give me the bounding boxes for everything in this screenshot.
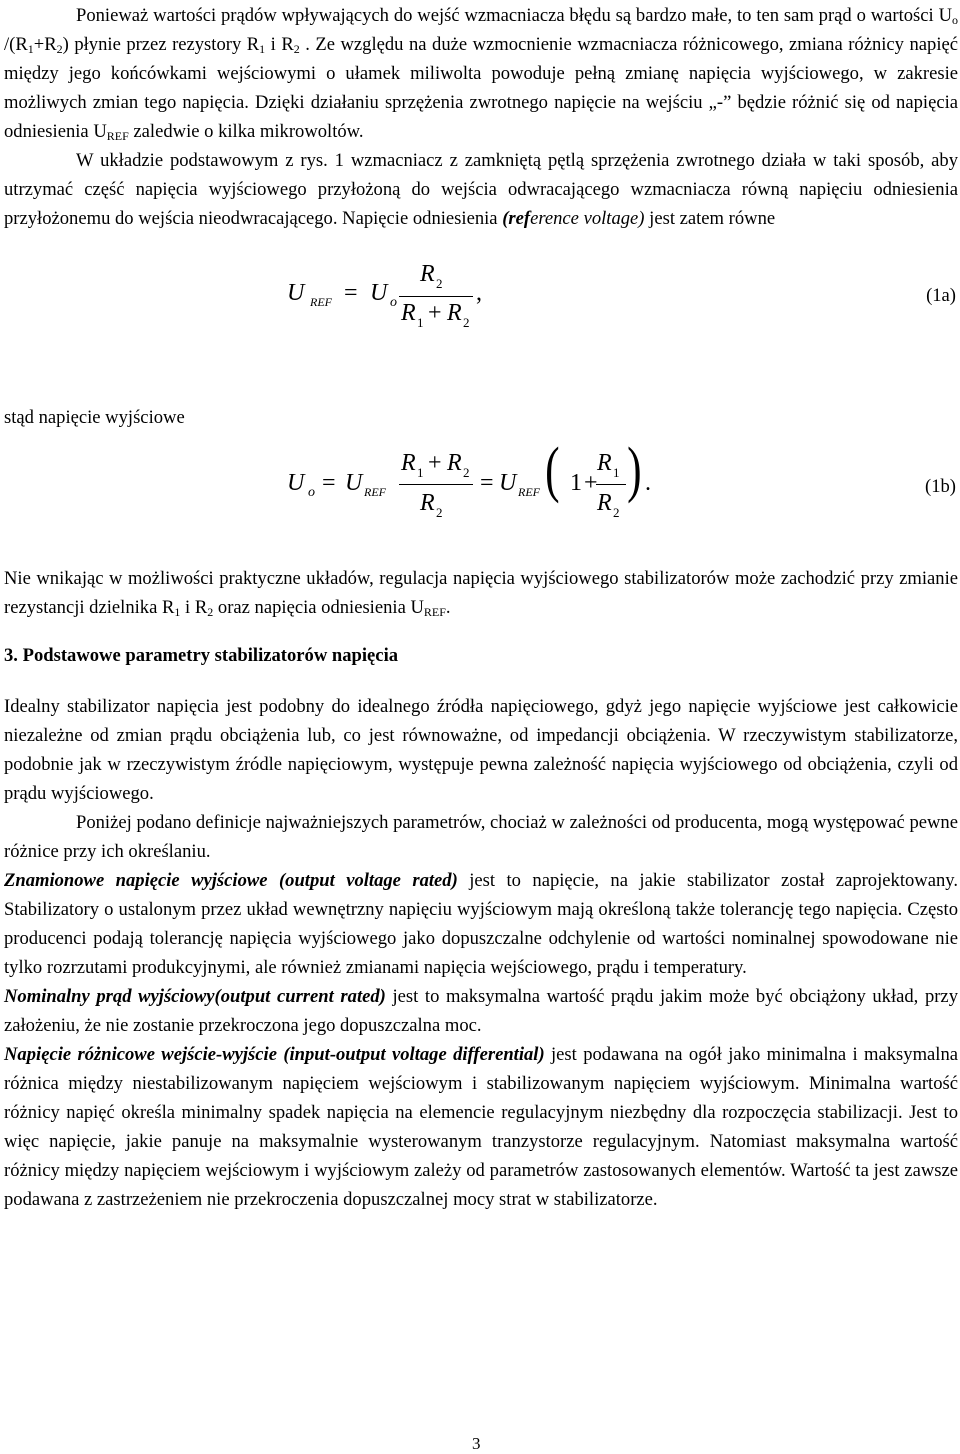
paragraph-definitions-intro: Poniżej podano definicje najważniejszych parametrów, chociaż w zależności od producenta, mogą występować pewne różnice przy ich określaniu. xyxy=(4,812,958,862)
eq-subscript: 1 xyxy=(417,315,424,330)
paragraph-hence: stąd napięcie wyjściowe xyxy=(4,407,185,428)
eq-operator: = xyxy=(344,280,358,306)
eq-symbol: R xyxy=(420,490,435,516)
eq-subscript: 2 xyxy=(436,276,443,291)
text-run: jest podawana na ogół jako minimalna i maksymalna różnica między niestabilizowanym napięciem wejściowym i stabilizowanym napięciem wyjściowym. Minimalna wartość różnicy napięć określa minimalny spadek napięcia na elemencie regulacyjnym niezbędny dla rozpoczęcia stabilizacji. Jest to więc napięcie, jakie panuje na maksymalnie wysterowanym tranzystorze regulacyjnym. Natomiast maksymalna wartość różnicy między napięciem wejściowym i wyjściowym zależy od parametrów zastosowanych elementów. Wartość ta jest zawsze podawana z zastrzeżeniem nie przekroczenia dopuszczalnej mocy strat w stabilizatorze. xyxy=(4,1044,959,1210)
text-run: ) płynie przez rezystory R xyxy=(62,34,260,55)
eq-operator: + xyxy=(584,470,598,496)
subscript: 2 xyxy=(207,605,214,619)
eq-operator: + xyxy=(428,450,442,476)
equation-label: (1b) xyxy=(925,476,956,497)
eq-subscript: o xyxy=(390,295,397,310)
eq-subscript: REF xyxy=(364,485,386,499)
text-run: . Ze względu na duże wzmocnienie wzmacniacza różnicowego, zmiana różnicy napięć między jego końcówkami wejściowymi o ułamek miliwolta powoduje pełną zmianę napięcia wyjściowego, w zakresie możliwych zmian tego napięcia. Dzięki działaniu sprzężenia zwrotnego napięcie na wejściu „-” będzie różnić się od napięcia odniesienia U xyxy=(4,34,958,142)
paragraph-voltage-differential xyxy=(4,1040,958,1214)
eq-paren: ( xyxy=(545,436,560,504)
eq-symbol: U xyxy=(287,280,305,306)
subscript: 1 xyxy=(27,42,34,56)
eq-subscript: 1 xyxy=(417,465,424,480)
subscript: REF xyxy=(106,129,129,143)
eq-operator: = xyxy=(480,470,494,496)
text-run: W układzie podstawowym z rys. 1 wzmacniacz z zamkniętą pętlą sprzężenia zwrotnego działa w taki sposób, aby utrzymać część napięcia wyjściowego przyłożoną do wejścia odwracającego wzmacniacza równą napięciu odniesienia przyłożonemu do wejścia nieodwracającego. Napięcie odniesienia xyxy=(4,150,958,229)
text-run: jest to maksymalna wartość prądu jakim może być obciążony układ, przy założeniu, że nie zostanie przekroczona jego dopuszczalna moc. xyxy=(4,986,958,1036)
fraction-bar xyxy=(399,296,473,297)
text-run: jest to napięcie, na jakie stabilizator został zaprojektowany. Stabilizatory o ustalonym przez układ wewnętrzny napięciu wyjściowym mają określoną także tolerancję tego napięcia. Często producenci podają tolerancję napięcia wyjściowego jako dopuszczalne odchylenie od wartości nominalnej spowodowane nie tylko rozrzutami produkcyjnymi, ale również zmianami napięcia wejściowego, prądu i temperatury. xyxy=(4,870,958,978)
term-rated-output-voltage: Znamionowe napięcie wyjściowe (output voltage rated) xyxy=(4,870,458,891)
eq-subscript: REF xyxy=(310,295,332,309)
eq-punctuation: . xyxy=(645,470,651,496)
eq-subscript: REF xyxy=(518,485,540,499)
page-number: 3 xyxy=(472,1434,481,1453)
eq-operator: + xyxy=(428,300,442,326)
eq-symbol: R xyxy=(447,450,462,476)
eq-symbol: R xyxy=(597,490,612,516)
text-run: Ponieważ wartości prądów wpływających do wejść wzmacniacza błędu są bardzo małe, to ten sam prąd o wartości U xyxy=(76,5,952,26)
text-run: Nie wnikając w możliwości praktyczne układów, regulacja napięcia wyjściowego stabilizatorów może zachodzić przy zmianie rezystancji dzielnika R xyxy=(4,568,958,618)
text-run: jest zatem równe xyxy=(644,208,776,229)
eq-subscript: 2 xyxy=(463,315,470,330)
fraction-bar xyxy=(399,484,473,485)
eq-subscript: 2 xyxy=(613,505,620,520)
paragraph-basic-circuit xyxy=(4,146,958,233)
eq-symbol: R xyxy=(401,450,416,476)
eq-subscript: 2 xyxy=(463,465,470,480)
eq-subscript: 2 xyxy=(436,505,443,520)
subscript: 2 xyxy=(56,42,63,56)
eq-number: 1 xyxy=(570,470,582,496)
paragraph-rated-output-current xyxy=(4,982,958,1040)
paragraph-rated-output-voltage xyxy=(4,866,958,982)
subscript: o xyxy=(952,13,958,27)
term-voltage-differential: Napięcie różnicowe wejście-wyjście (input-output voltage differential) xyxy=(4,1044,545,1065)
text-run: . xyxy=(445,597,451,618)
text-run: i R xyxy=(180,597,208,618)
eq-symbol: R xyxy=(420,261,435,287)
text-run: oraz napięcia odniesienia U xyxy=(213,597,424,618)
subscript: 1 xyxy=(174,605,181,619)
eq-symbol: U xyxy=(499,470,517,496)
text-run: i R xyxy=(265,34,294,55)
text-run: zaledwie o kilka mikrowoltów. xyxy=(128,121,364,142)
eq-symbol: U xyxy=(345,470,363,496)
eq-subscript: o xyxy=(308,485,315,500)
paragraph-regulation xyxy=(4,564,958,622)
emphasis-italic: erence voltage) xyxy=(530,208,645,229)
subscript: 2 xyxy=(293,42,300,56)
subscript: REF xyxy=(423,605,446,619)
eq-operator: = xyxy=(322,470,336,496)
text-run: +R xyxy=(33,34,57,55)
eq-subscript: 1 xyxy=(613,465,620,480)
eq-symbol: U xyxy=(370,280,388,306)
fraction-bar xyxy=(596,484,626,485)
paragraph-ideal-stabilizer: Idealny stabilizator napięcia jest podobny do idealnego źródła napięciowego, gdyż jego napięcie wyjściowe jest całkowicie niezależne od zmian prądu obciążenia lub, co jest równoważne, od impedancji obciążenia. W rzeczywistym stabilizatorze, podobnie jak w rzeczywistym źródle napięciowym, występuje pewna zależność napięcia wyjściowego od obciążenia, czyli od prądu wyjściowego. xyxy=(4,696,958,804)
eq-paren: ) xyxy=(627,436,642,504)
document-page xyxy=(4,0,959,1210)
eq-symbol: R xyxy=(401,300,416,326)
eq-symbol: R xyxy=(597,450,612,476)
lower-section xyxy=(4,564,958,1214)
section-heading: 3. Podstawowe parametry stabilizatorów napięcia xyxy=(4,645,399,666)
equation-label: (1a) xyxy=(926,285,956,306)
paragraph-current-flow xyxy=(4,0,958,146)
eq-symbol: U xyxy=(287,470,305,496)
subscript: 1 xyxy=(259,42,266,56)
text-run: /(R xyxy=(4,34,28,55)
emphasis-bold: (ref xyxy=(502,208,531,229)
eq-symbol: R xyxy=(447,300,462,326)
eq-punctuation: , xyxy=(476,280,482,306)
term-rated-output-current: Nominalny prąd wyjściowy(output current rated) xyxy=(4,986,386,1007)
